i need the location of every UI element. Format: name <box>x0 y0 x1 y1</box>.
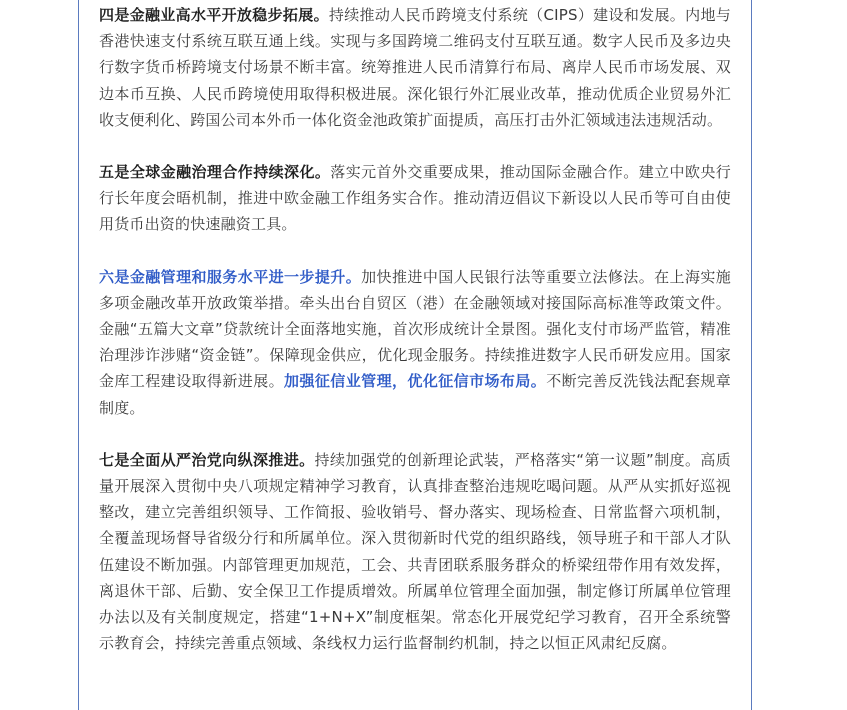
paragraph-global-governance <box>99 159 731 238</box>
paragraph-lead: 七是全面从严治党向纵深推进。 <box>99 450 315 469</box>
paragraph-lead: 五是全球金融治理合作持续深化。 <box>99 163 331 182</box>
paragraph-lead-highlighted: 六是金融管理和服务水平进一步提升。 <box>99 267 362 286</box>
paragraph-text: 落实元首外交重要成果，推动国际金融合作。建立中欧央行行长年度会晤机制，推进中欧金融工作组务实合作。推动清迈倡议下新设以人民币等可自由使用货币出资的快速融资工具。 <box>99 163 731 234</box>
paragraph-tail: 不断完善反洗钱法配套规章制度。 <box>99 372 732 417</box>
paragraph-text: 加快推进中国人民银行法等重要立法修法。在上海实施多项金融改革开放政策举措。牵头出台自贸区（港）在金融领域对接国际高标准等政策文件。金融“五篇大文章”贷款统计全面落地实施，首次形成统计全景图。强化支付市场严监管，精准治理涉诈涉赌“资金链”。保障现金供应，优化现金服务。持续推进数字人民币研发应用。国家金库工程建设取得新进展。 <box>99 267 731 391</box>
paragraph-management-services <box>99 264 731 421</box>
paragraph-text: 持续推动人民币跨境支付系统（CIPS）建设和发展。内地与香港快速支付系统互联互通上线。实现与多国跨境二维码支付互联互通。数字人民币及多边央行数字货币桥跨境支付场景不断丰富。统筹推进人民币清算行布局、离岸人民币市场发展、双边本币互换、人民币跨境使用取得积极进展。深化银行外汇展业改革，推动优质企业贸易外汇收支便利化、跨国公司本外币一体化资金池政策扩面提质，高压打击外汇领域违法违规活动。 <box>99 6 731 129</box>
paragraph-party-governance <box>99 447 731 657</box>
article-body <box>99 2 731 656</box>
paragraph-lead: 四是金融业高水平开放稳步拓展。 <box>99 6 329 24</box>
paragraph-highlight: 加强征信业管理，优化征信市场布局。 <box>284 372 547 391</box>
paragraph-financial-opening <box>99 2 731 133</box>
paragraph-text: 持续加强党的创新理论武装，严格落实“第一议题”制度。高质量开展深入贯彻中央八项规定精神学习教育，认真排查整治违规吃喝问题。从严从实抓好巡视整改，建立完善组织领导、工作简报、验收销号、督办落实、现场检查、日常监督六项机制，全覆盖现场督导省级分行和所属单位。深入贯彻新时代党的组织路线，领导班子和干部人才队伍建设不断加强。内部管理更加规范，工会、共青团联系服务群众的桥梁纽带作用有效发挥，离退休干部、后勤、安全保卫工作提质增效。所属单位管理全面加强，制定修订所属单位管理办法以及有关制度规定，搭建“1+N+X”制度框架。常态化开展党纪学习教育，召开全系统警示教育会，持续完善重点领域、条线权力运行监督制约机制，持之以恒正风肃纪反腐。 <box>99 450 731 653</box>
